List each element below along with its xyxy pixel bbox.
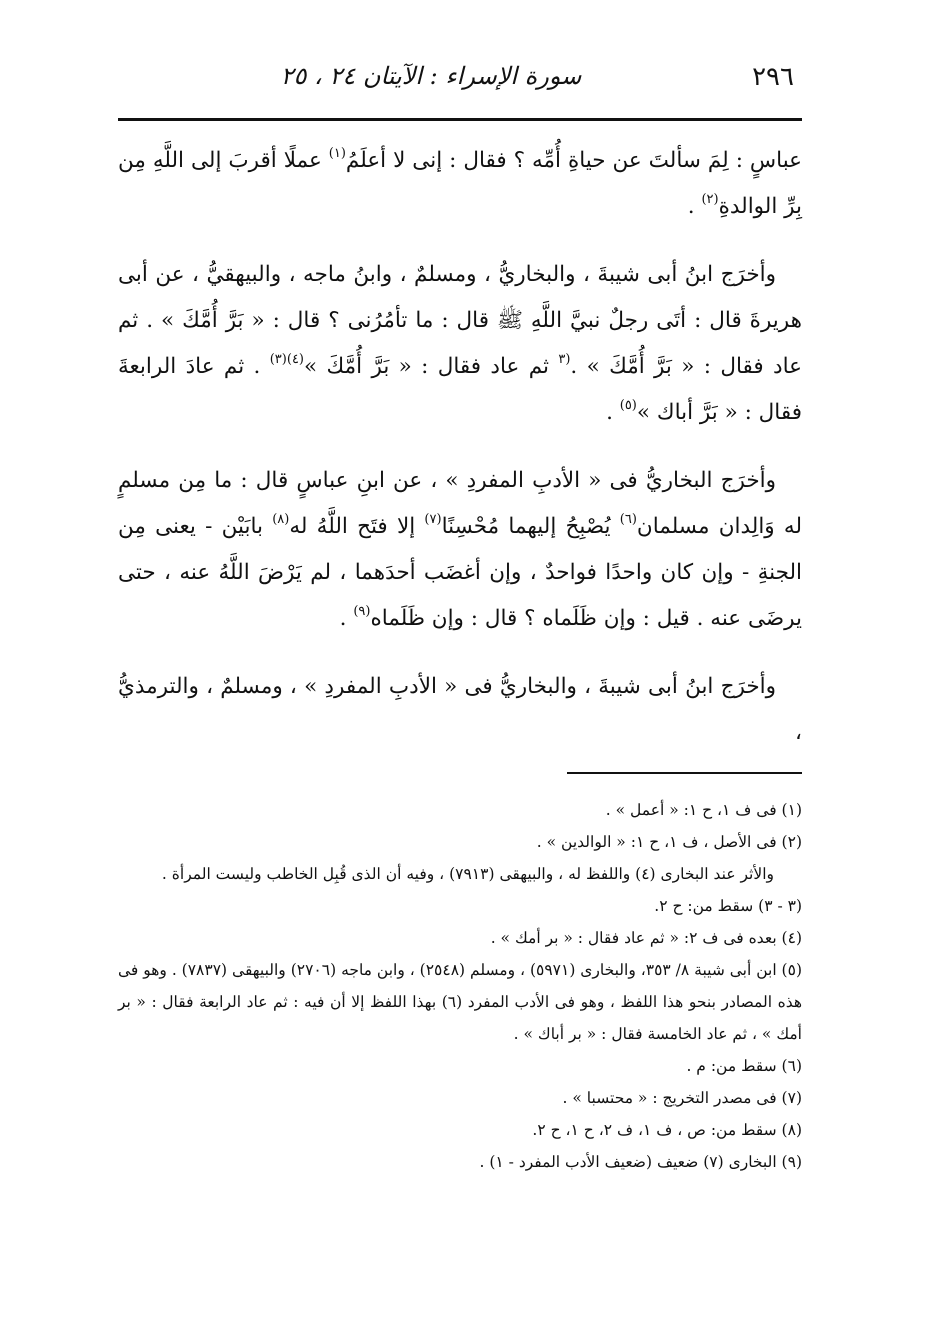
text-run: وأخرَج ابنُ أبى شيبةَ ، والبخاريُّ فى « الأدبِ المفردِ » ، ومسلمٌ ، والترمذيُّ ، [118,674,802,745]
footnote: (٥) ابن أبى شيبة ٨/ ٣٥٣، والبخارى (٥٩٧١) ، ومسلم (٢٥٤٨) ، وابن ماجه (٢٧٠٦) والبيهقى (٧٨٣٧) . وهو فى هذه المصادر بنحو هذا اللفظ ، وهو فى الأدب المفرد (٦) بهذا اللفظ إلا أن فيه : ثم عاد الرابعة فقال : « بر أمك » ، ثم عاد الخامسة فقال : « بر أباك » . [117,961,803,1043]
paragraph [118,458,802,642]
paragraph [118,138,802,230]
text-run: . [687,194,702,219]
text-run: عباسٍ : لِمَ سألتَ عن حياةِ أُمِّه ؟ فقال : إنى لا أعلَمُ [345,148,803,173]
footnote: (٣ - ٣) سقط من: ح ٢. [654,897,802,915]
footnote-ref: (٥) [619,398,637,413]
text-run: بابَيْن - يعنى مِن الجنةِ - وإن كان واحدًا فواحدٌ ، وإن أغضَب أحدَهما ، لم يَرْضَ اللَّهُ عنه ، حتى يرضَى عنه . قيل : وإن ظَلَماه ؟ قال : وإن ظَلَماه [118,514,802,631]
running-title: سورة الإسراء : الآيتان ٢٤ ، ٢٥ [280,62,582,90]
text-run: عملًا أقربَ إلى اللَّهِ مِن بِرِّ الوالدةِ [118,148,802,219]
text-run: وأخرَج ابنُ أبى شيبةَ ، والبخاريُّ ، ومسلمٌ ، وابنُ ماجه ، والبيهقيُّ ، عن أبى هريرةَ قال : أتَى رجلٌ نبيَّ اللَّهِ ﷺ قال : ما تأمُرُنى ؟ قال : « بَرَّ أُمَّكَ » . ثم عاد فقال : « بَرَّ أُمَّكَ » . [118,262,802,379]
footnote-ref: (٦) [619,512,637,527]
footnotes [118,794,802,1178]
text-run: يُصْبِحُ إليهما مُحْسِنًا [441,514,620,539]
footnote-ref: (٧) [424,512,442,527]
footnote-ref: (١) [328,146,346,161]
footnote-ref: (٣ [558,352,571,367]
footnote: (٢) فى الأصل ، ف ١، ح ١: « الوالدين » . [536,833,802,851]
footnote: (٦) سقط من: م . [686,1057,802,1075]
footnote-ref: (٢) [701,192,719,207]
text-run: . [339,606,354,631]
footnote-continuation: والأثر عند البخارى (٤) واللفظ له ، والبيهقى (٧٩١٣) ، وفيه أن الذى قُبِل الخاطب وليست المرأة . [161,865,774,883]
paragraph [118,664,802,756]
text-run: . [606,400,620,425]
header-rule [118,118,802,121]
page-number: ٢٩٦ [752,62,794,92]
main-text [118,138,802,778]
footnote-ref: (٩) [353,604,371,619]
text-run: وأخرَج البخاريُّ فى « الأدبِ المفردِ » ، عن ابنِ عباسٍ قال : ما مِن مسلمٍ له وَالِدان مسلمان [118,468,803,539]
text-run: . ثم عادَ الرابعةَ فقال : « بَرَّ أباك » [118,354,802,425]
text-run: ثم عاد فقال : « بَرَّ أُمَّكَ » [304,354,559,379]
footnote-ref: (٤)(٣) [269,352,304,367]
text-run: إلا فتَح اللَّهُ له [289,514,425,539]
footnote: (١) فى ف ١، ح ١: « أعمل » . [605,801,802,819]
footnote-rule [567,772,802,774]
footnote-ref: (٨) [272,512,290,527]
footnote: (٨) سقط من: ص ، ف ١، ف ٢، ح ١، ح ٢. [532,1121,802,1139]
footnote: (٩) البخارى (٧) ضعيف (ضعيف الأدب المفرد - ١) . [479,1153,802,1171]
footnote: (٤) بعده فى ف ٢: « ثم عاد فقال : « بر أمك » . [490,929,802,947]
paragraph [118,252,802,436]
page-header [120,58,802,108]
footnote: (٧) فى مصدر التخريج : « محتسبا » . [562,1089,802,1107]
